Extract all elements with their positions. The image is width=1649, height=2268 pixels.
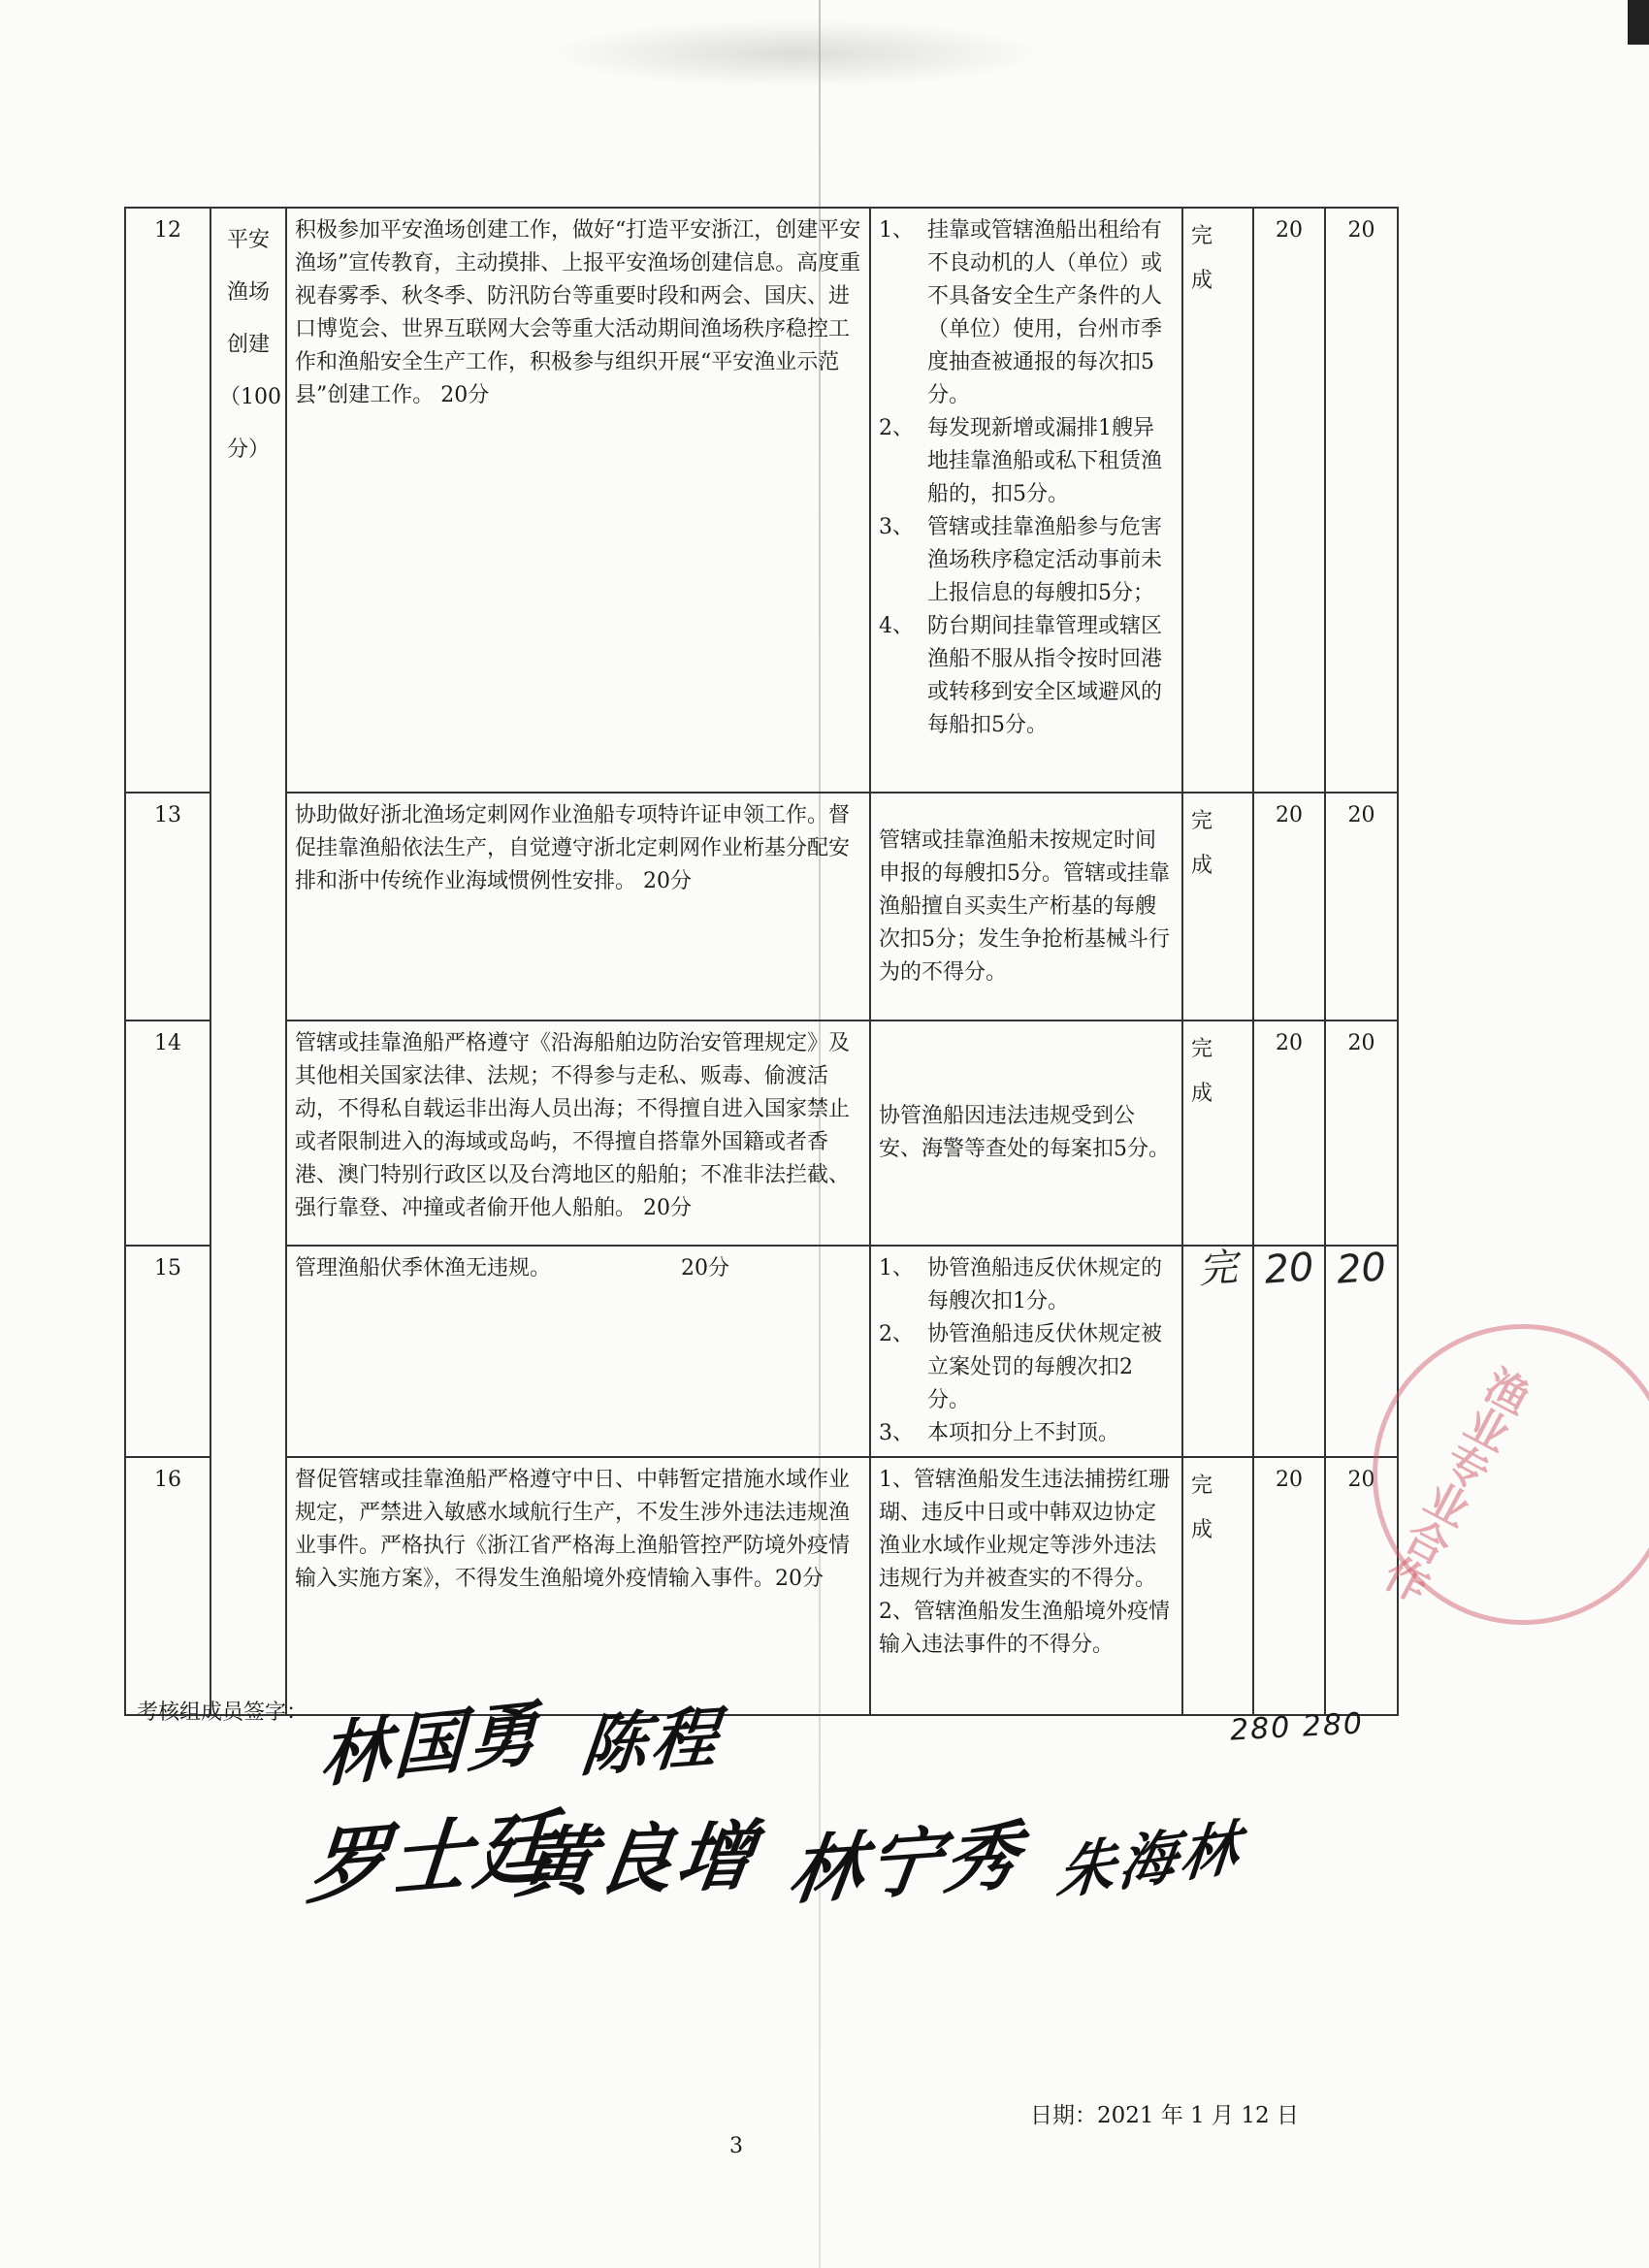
row-number: 14 (125, 1021, 210, 1246)
score-check: 20 (1325, 793, 1398, 1021)
score-self: 20 (1253, 1021, 1325, 1246)
score-self: 20 (1253, 1246, 1325, 1457)
rule-item: 1、 挂靠或管辖渔船出租给有不良动机的人（单位）或不具备安全生产条件的人（单位）使用，台州市季度抽查被通报的每次扣5分。 (879, 218, 1163, 407)
handwritten-totals: 280 280 (1229, 1706, 1365, 1748)
table-row (125, 1246, 1398, 1457)
signature: 黄良增 (511, 1812, 763, 1909)
rule-item: 1、 协管渔船违反伏休规定的每艘次扣1分。 (879, 1256, 1163, 1313)
category-cell: 平安渔场创建（100分） (210, 208, 286, 1715)
status-cell: 完成 (1182, 793, 1253, 1021)
rule-item: 2、 每发现新增或漏排1艘异地挂靠渔船或私下租赁渔船的，扣5分。 (879, 416, 1163, 506)
deduction-rules (870, 208, 1182, 793)
signature: 林国勇 (318, 1691, 542, 1798)
scan-corner-mark (1628, 0, 1649, 45)
score-check: 20 (1325, 1021, 1398, 1246)
score-self: 20 (1253, 208, 1325, 793)
assessment-content: 管辖或挂靠渔船严格遵守《沿海船舶边防治安管理规定》及其他相关国家法律、法规；不得参与走私、贩毒、偷渡活动，不得私自载运非出海人员出海；不得擅自进入国家禁止或者限制进入的海域或岛屿，不得擅自搭靠外国籍或者香港、澳门特别行政区以及台湾地区的船舶；不准非法拦截、强行靠登、冲撞或者偷开他人船舶。 20分 (286, 1021, 870, 1246)
assessment-content: 督促管辖或挂靠渔船严格遵守中日、中韩暂定措施水域作业规定，严禁进入敏感水域航行生产，不发生涉外违法违规渔业事件。严格执行《浙江省严格海上渔船管控严防境外疫情输入实施方案》，不得发生渔船境外疫情输入事件。20分 (286, 1457, 870, 1715)
status-cell: 完 (1182, 1246, 1253, 1457)
date-line: 日期：2021 年 1 月 12 日 (1030, 2103, 1299, 2128)
rule-item: 1、管辖渔船发生违法捕捞红珊瑚、违反中日或中韩双边协定渔业水域作业规定等涉外违法违规行为并被查实的不得分。 (879, 1468, 1170, 1591)
content-text: 管理渔船伏季休渔无违规。 (295, 1256, 552, 1280)
seal-text: 渔业专业合作 (1372, 1357, 1536, 1607)
score-self: 20 (1253, 1457, 1325, 1715)
score-check: 20 (1325, 208, 1398, 793)
table-row (125, 793, 1398, 1021)
row-number: 16 (125, 1457, 210, 1715)
rule-item: 2、 协管渔船违反伏休规定被立案处罚的每艘次扣2分。 (879, 1322, 1163, 1412)
deduction-rules (870, 1246, 1182, 1457)
signature-label: 考核组成员签字： (137, 1701, 308, 1725)
deduction-rules: 协管渔船因违法违规受到公安、海警等查处的每案扣5分。 (870, 1021, 1182, 1246)
status-cell: 完成 (1182, 208, 1253, 793)
assessment-table (124, 207, 1399, 1716)
signature: 朱海林 (1053, 1812, 1246, 1909)
scan-smudge (543, 19, 1048, 87)
score-self: 20 (1253, 793, 1325, 1021)
content-score: 20分 (681, 1256, 730, 1280)
assessment-content: 协助做好浙北渔场定刺网作业渔船专项特许证申领工作。督促挂靠渔船依法生产，自觉遵守浙北定刺网作业桁基分配安排和浙中传统作业海域惯例性安排。 20分 (286, 793, 870, 1021)
table-row (125, 1457, 1398, 1715)
status-cell: 完成 (1182, 1021, 1253, 1246)
table-row (125, 1021, 1398, 1246)
deduction-rules: 管辖或挂靠渔船未按规定时间申报的每艘扣5分。管辖或挂靠渔船擅自买卖生产桁基的每艘次扣5分；发生争抢桁基械斗行为的不得分。 (870, 793, 1182, 1021)
rule-item: 4、 防台期间挂靠管理或辖区渔船不服从指令按时回港或转移到安全区域避风的每船扣5分。 (879, 614, 1163, 737)
assessment-content: 积极参加平安渔场创建工作，做好“打造平安浙江，创建平安渔场”宣传教育，主动摸排、上报平安渔场创建信息。高度重视春雾季、秋冬季、防汛防台等重要时段和两会、国庆、进口博览会、世界互联网大会等重大活动期间渔场秩序稳控工作和渔船安全生产工作，积极参与组织开展“平安渔业示范县”创建工作。 20分 (286, 208, 870, 793)
status-cell: 完成 (1182, 1457, 1253, 1715)
score-check: 20 (1325, 1457, 1398, 1715)
rule-item: 3、 管辖或挂靠渔船参与危害渔场秩序稳定活动事前未上报信息的每艘扣5分； (879, 515, 1163, 605)
rule-item: 2、管辖渔船发生渔船境外疫情输入违法事件的不得分。 (879, 1600, 1170, 1657)
deduction-rules (870, 1457, 1182, 1715)
signature: 罗士廷 (304, 1800, 563, 1916)
signature: 林宁秀 (784, 1811, 1029, 1915)
assessment-content (286, 1246, 870, 1457)
score-check: 20 (1325, 1246, 1398, 1457)
row-number: 13 (125, 793, 210, 1021)
row-number: 15 (125, 1246, 210, 1457)
rule-item: 3、 本项扣分上不封顶。 (879, 1421, 1120, 1445)
row-number: 12 (125, 208, 210, 793)
table-row (125, 208, 1398, 793)
page-number: 3 (729, 2134, 743, 2158)
signature: 陈程 (577, 1699, 726, 1787)
